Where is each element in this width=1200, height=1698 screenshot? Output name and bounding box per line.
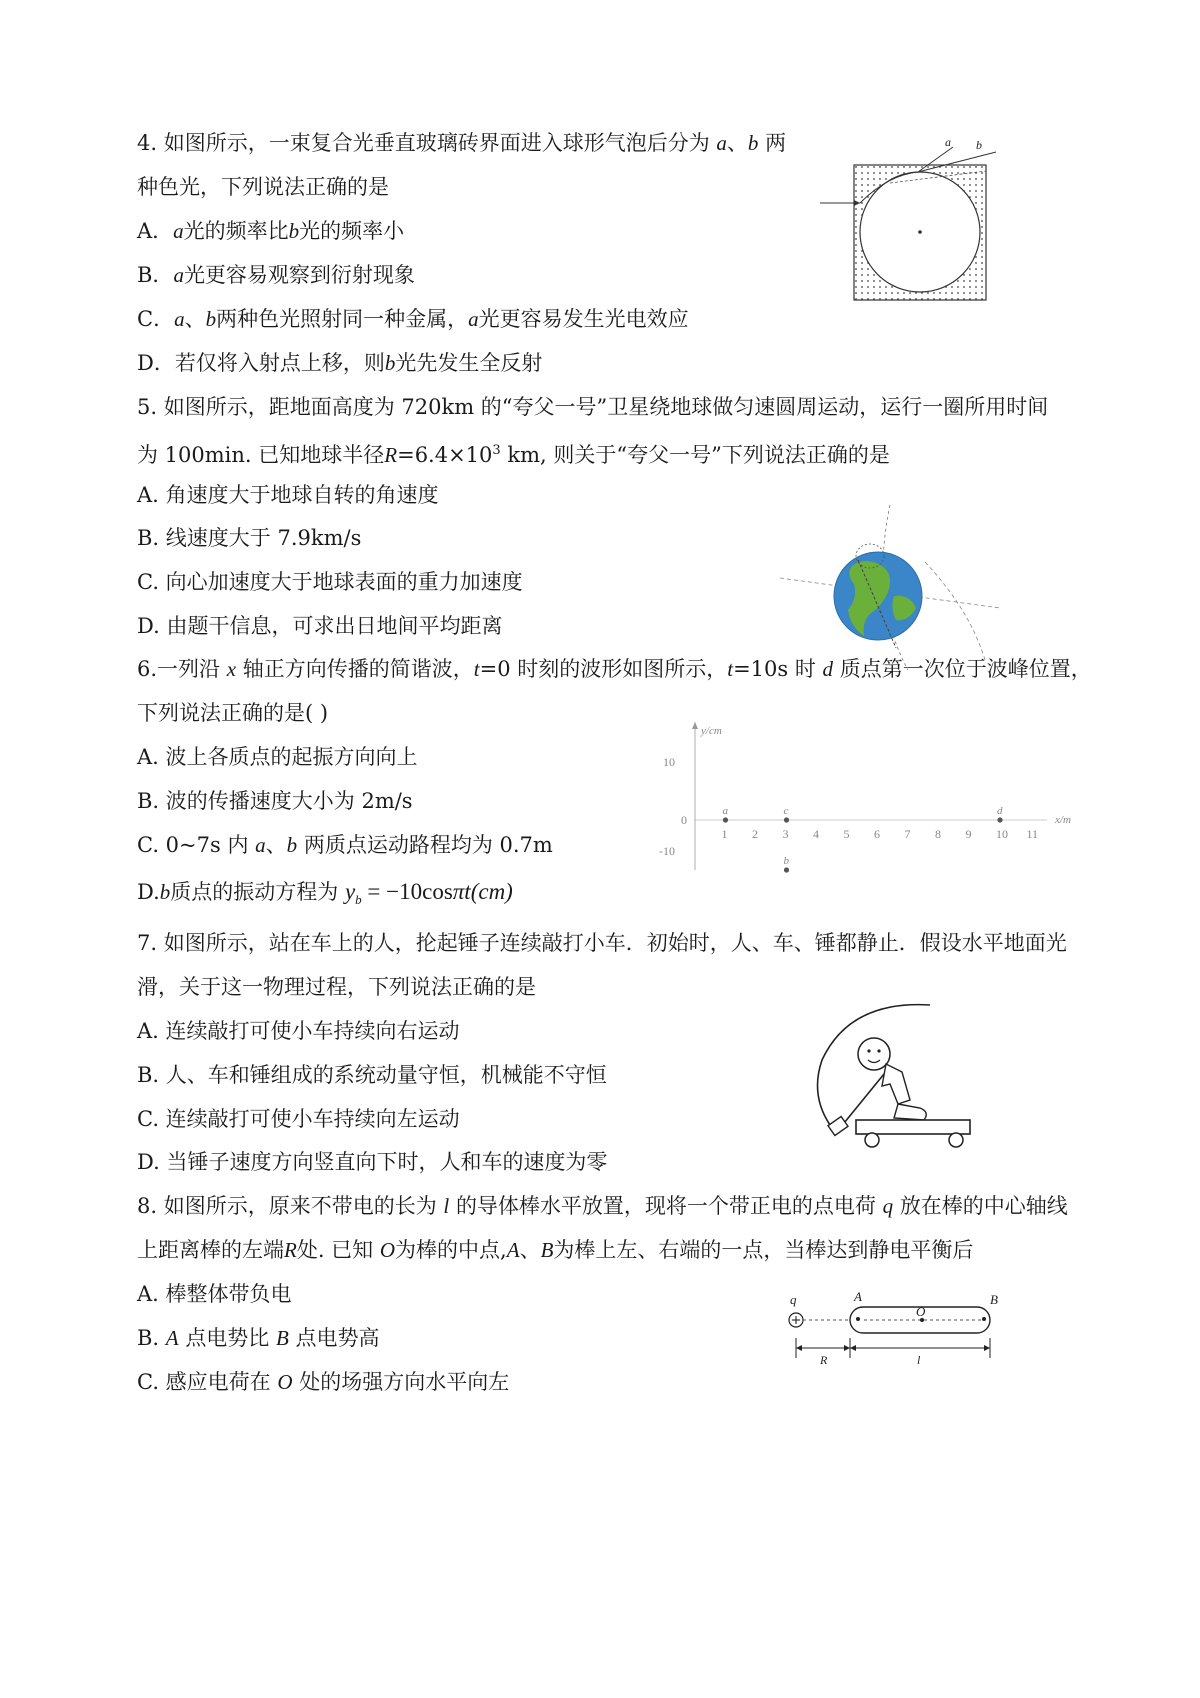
dim-label-R: R [820,1353,828,1367]
q5-option-a: A. 角速度大于地球自转的角速度 [137,483,439,507]
label-O: O [916,1304,926,1319]
wave-x-ticks [722,827,1039,841]
wave-tick-3: 3 [782,827,789,841]
q5-option-c: C. 向心加速度大于地球表面的重力加速度 [137,570,523,594]
orbit-arc [925,562,985,660]
q6-stem-line-1: 6.一列沿 x 轴正方向传播的简谐波，t=0 时刻的波形如图所示，t=10s 时 d 质点第一次位于波峰位置， [137,657,1092,681]
q5-stem-line-2: 为 100min. 已知地球半径$R=6.4\times 10^3$ km, 则关于“夸父一号”下列说法正确的是 [137,443,890,467]
point-A [856,1317,860,1321]
wave-tick-11: 11 [1026,827,1039,841]
wave-particle-c [784,817,789,822]
y-axis-arrow-icon [692,722,698,729]
q4-stem-line-2: 种色光，下列说法正确的是 [137,175,389,199]
q8-option-c: C. 感应电荷在 O 处的场强方向水平向左 [137,1370,510,1394]
q7-hammer-cart-figure [790,1000,990,1165]
dim-arrow-icon [796,1345,802,1351]
wave-tick-6: 6 [874,827,880,841]
q6-option-d: D.b质点的振动方程为 $y_b = -10\cos\pi t(cm)$ [137,879,513,908]
wave-particle-label-b: b [783,855,789,867]
wave-particles [723,805,1004,873]
q8-stem-line-1: 8. 如图所示，原来不带电的长为 l 的导体棒水平放置，现将一个带正电的点电荷 q 放在棒的中心轴线 [137,1194,1068,1218]
person-body [882,1064,910,1104]
wave-particle-d [997,817,1002,822]
wave-particle-label-c: c [783,805,789,817]
q6-option-c: C. 0~7s 内 a、b 两质点运动路程均为 0.7m [137,833,553,857]
q5-option-b: B. 线速度大于 7.9km/s [137,526,362,550]
dim-label-l: l [917,1353,921,1367]
q6-wave-figure [655,720,1095,885]
label-A: A [854,1289,862,1304]
wave-origin-label: 0 [681,813,687,827]
dim-arrow-icon [984,1345,990,1351]
person-legs [894,1104,926,1120]
wave-tick-9: 9 [965,827,972,841]
q6-option-b: B. 波的传播速度大小为 2m/s [137,789,413,813]
wave-tick-10: 10 [663,755,675,769]
wave-tick-5: 5 [843,827,850,841]
wave-tick-4: 4 [813,827,819,841]
q7-stem-line-1: 7. 如图所示，站在车上的人，抡起锤子连续敲打小车．初始时，人、车、锤都静止．假设水平地面光 [137,931,1067,955]
wave-tick-1: 1 [721,827,728,841]
q8-stem-line-2: 上距离棒的左端R处. 已知 O为棒的中点,A、B为棒上左、右端的一点，当棒达到静电平衡后 [137,1238,974,1262]
q4-option-b: B．a光更容易观察到衍射现象 [137,263,415,287]
wave-tick-8: 8 [935,827,941,841]
label-B: B [990,1292,998,1307]
q4-bubble-figure [818,135,998,305]
wave-tick-7: 7 [904,827,911,841]
q7-option-b: B. 人、车和锤组成的系统动量守恒，机械能不守恒 [137,1063,607,1087]
cart-body [856,1120,970,1134]
wave-x-axis-label: x/m [1055,814,1071,826]
dim-arrow-icon [844,1345,850,1351]
q5-option-d: D. 由题干信息，可求出日地间平均距离 [137,614,503,638]
q8-option-a: A. 棒整体带负电 [137,1282,292,1306]
wave-tick-minus-10: -10 [659,844,675,858]
wave-y-axis-label: y/cm [701,725,722,737]
label-b: b [976,138,982,152]
person-eye-left [867,1049,870,1052]
q4-stem-line-1: 4. 如图所示，一束复合光垂直玻璃砖界面进入球形气泡后分为 a、b 两 [137,131,787,155]
q8-rod-figure [782,1288,1022,1398]
q4-option-d: D．若仅将入射点上移，则b光先发生全反射 [137,351,543,375]
q7-option-c: C. 连续敲打可使小车持续向左运动 [137,1107,460,1131]
wave-tick-2: 2 [752,827,758,841]
q5-satellite-figure [770,500,1010,675]
wave-particle-a [723,817,728,822]
q4-option-a: A．a光的频率比b光的频率小 [137,219,405,243]
wave-particle-b [784,867,789,872]
dim-arrow-icon [850,1345,856,1351]
wave-particle-label-a: a [722,805,728,817]
q8-option-b: B. A 点电势比 B 点电势高 [137,1326,380,1350]
q6-stem-line-2: 下列说法正确的是( ) [137,701,329,725]
point-B [982,1317,986,1321]
q7-option-d: D. 当锤子速度方向竖直向下时，人和车的速度为零 [137,1150,608,1174]
q6-option-a: A. 波上各质点的起振方向向上 [137,745,418,769]
cart-wheel-left [865,1133,879,1147]
label-a: a [945,135,951,149]
person-eye-right [877,1049,880,1052]
q7-option-a: A. 连续敲打可使小车持续向右运动 [137,1019,460,1043]
hammer-head [828,1116,848,1135]
q7-stem-line-2: 滑，关于这一物理过程，下列说法正确的是 [137,975,536,999]
q5-stem-line-1: 5. 如图所示，距地面高度为 720km 的“夸父一号”卫星绕地球做匀速圆周运动，运行一圈所用时间 [137,395,1049,419]
bubble-center-dot [918,230,922,234]
wave-tick-10: 10 [996,827,1008,841]
wave-particle-label-d: d [997,805,1003,817]
cart-wheel-right [949,1133,963,1147]
q4-option-c: C．a、b两种色光照射同一种金属，a光更容易发生光电效应 [137,307,689,331]
charge-q-label: q [790,1292,797,1307]
